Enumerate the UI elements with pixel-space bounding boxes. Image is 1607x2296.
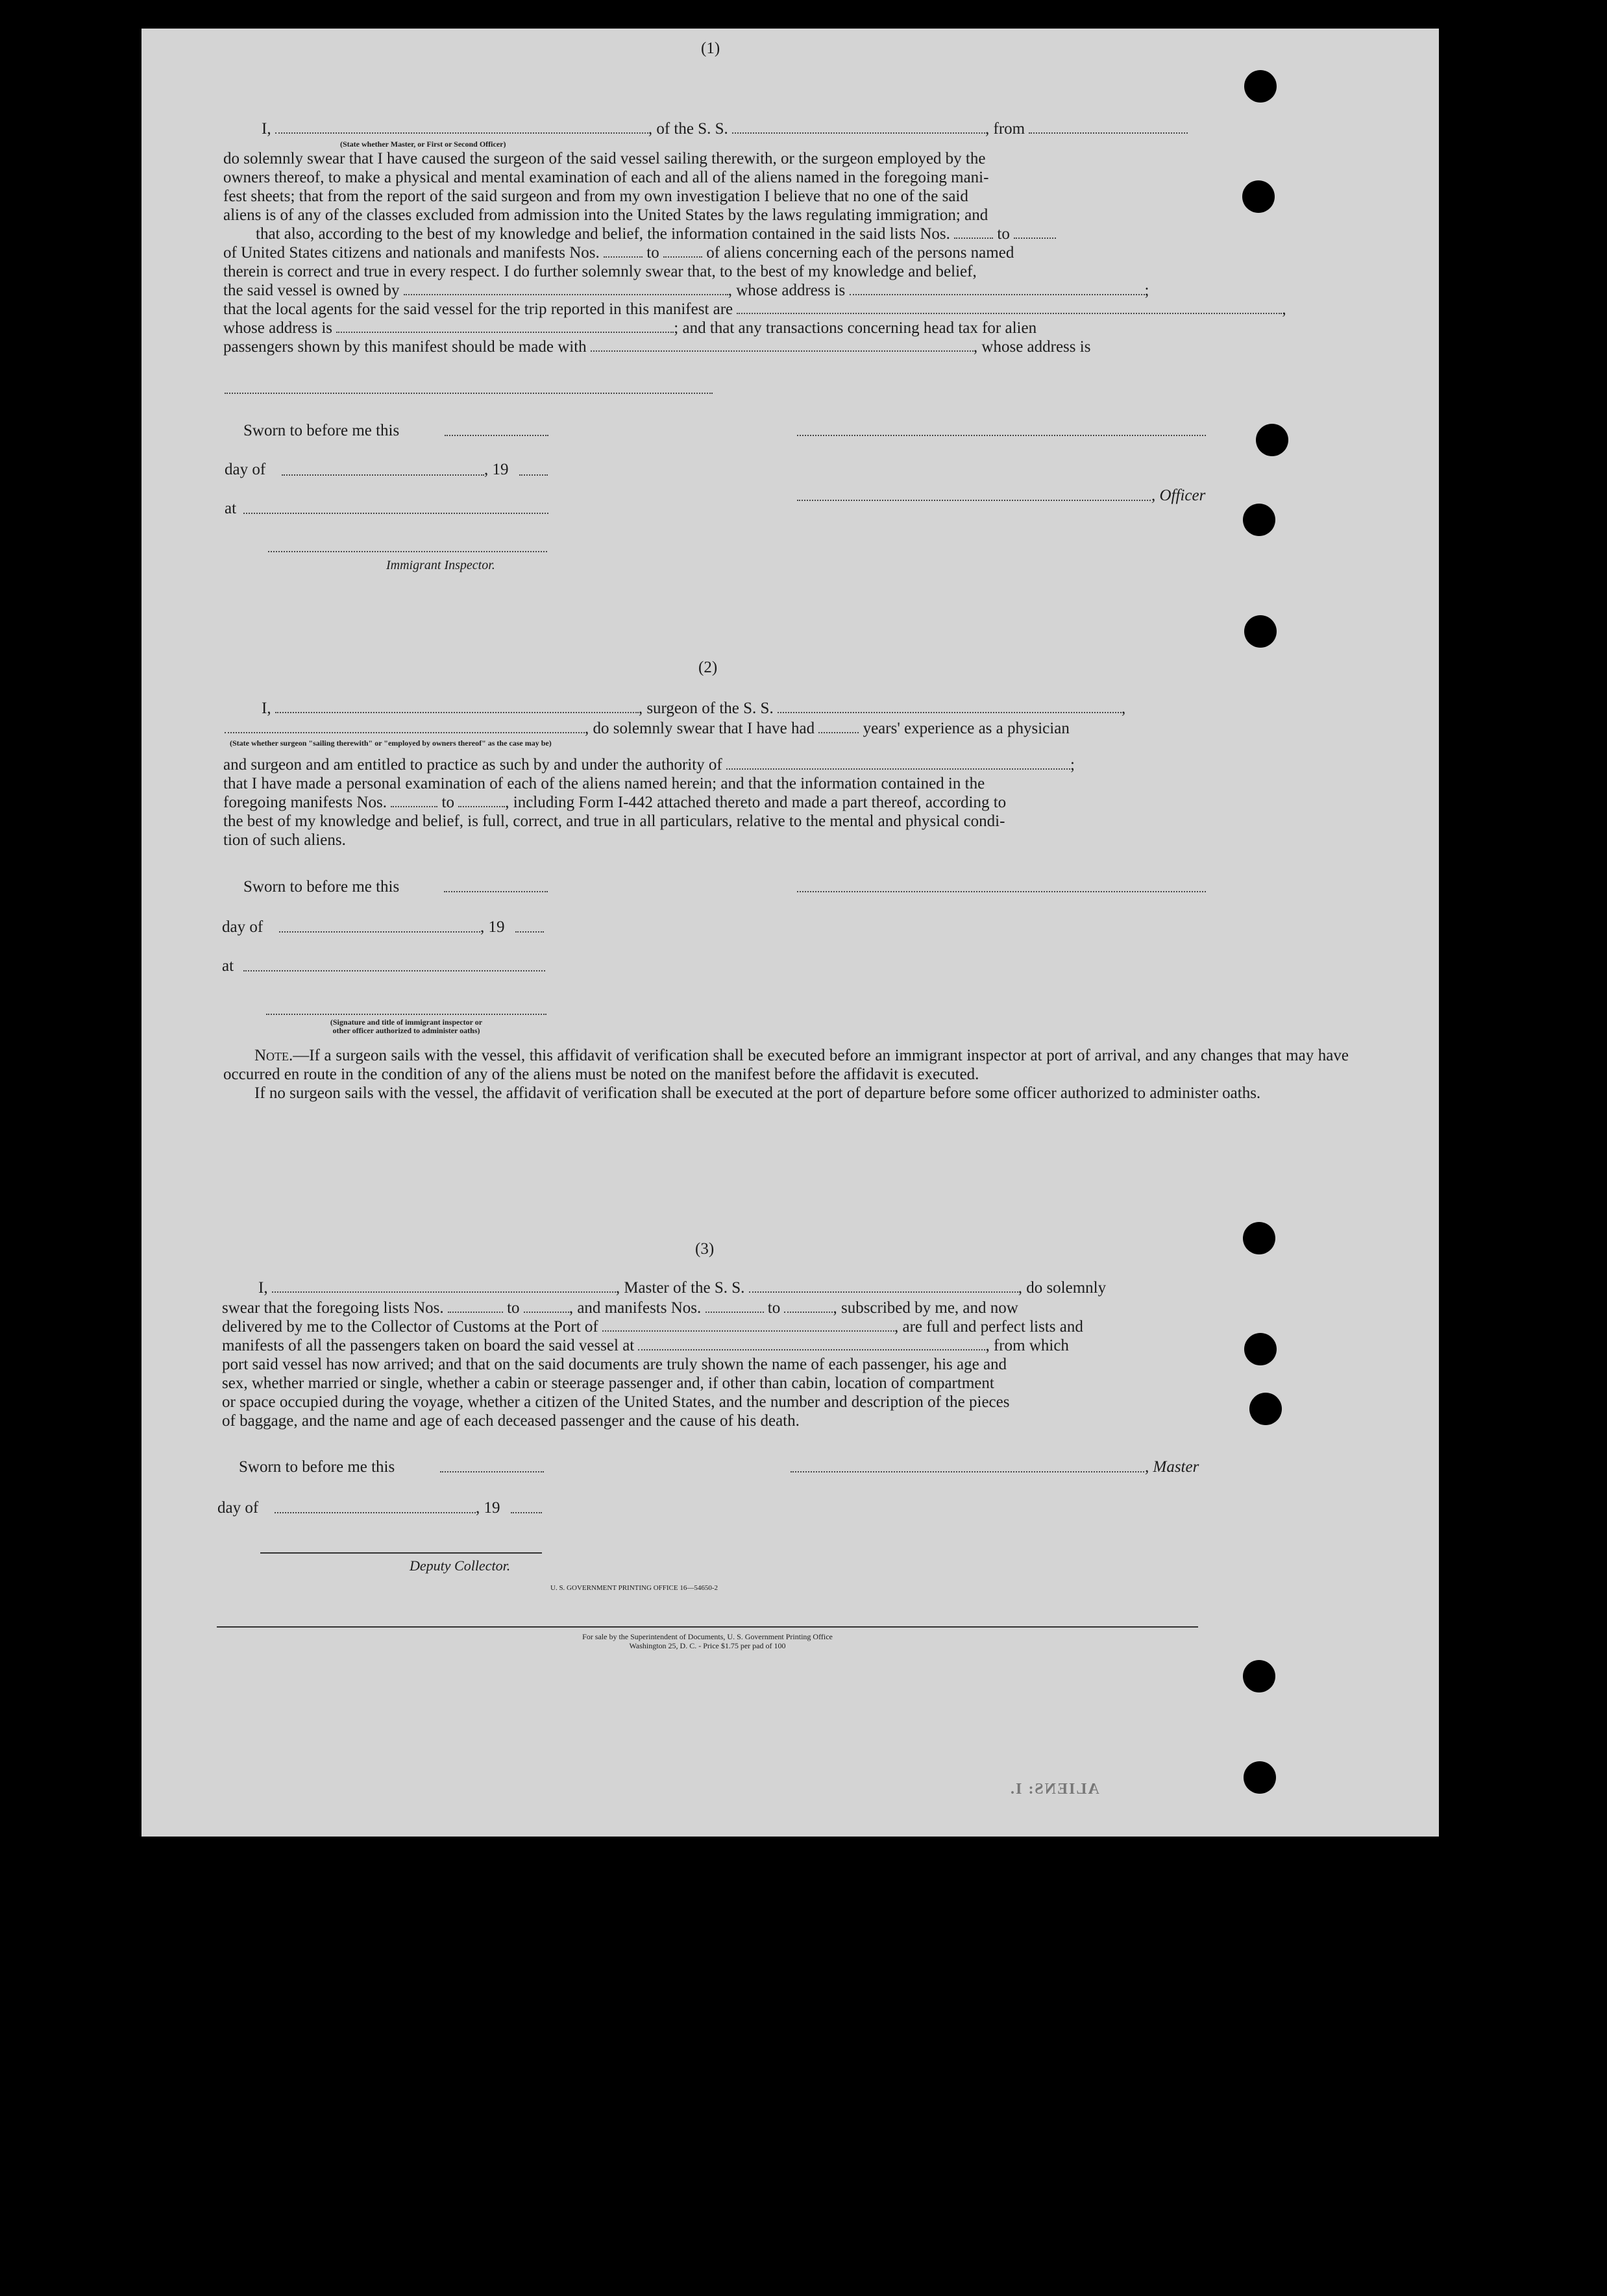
owner-field[interactable] [404,281,728,295]
body-line: aliens is of any of the classes excluded from admission into the United States by the laws regulating immigration; and [223,206,988,224]
signature-note-1: (Signature and title of immigrant inspector or [330,1018,483,1027]
owner-address-field[interactable] [850,281,1145,295]
month-field-3[interactable] [275,1512,476,1513]
section-1-number: (1) [701,40,720,57]
body-line: fest sheets; that from the report of the said surgeon and from my own investigation I believe that no one of the said [223,188,968,205]
officer-note: (State whether Master, or First or Second Officer) [340,140,506,149]
head-tax-address-line[interactable] [225,393,713,394]
years-field[interactable] [818,719,859,733]
from-label: , from [985,120,1025,138]
officer-title-line[interactable] [797,500,1151,501]
day-of-label-2: day of [222,918,264,936]
agents-address-field[interactable] [336,319,674,333]
month-field-2[interactable] [279,931,480,933]
section-3-number: (3) [695,1240,715,1258]
inspector-signature-line[interactable] [268,551,547,552]
punch-hole [1243,1660,1275,1692]
body-line: do solemnly swear that I have caused the surgeon of the said vessel sailing therewith, or the surgeon employed by the [223,150,986,167]
lists-from-field[interactable] [954,225,993,239]
gpo-imprint: U. S. GOVERNMENT PRINTING OFFICE 16—54650-2 [550,1584,718,1592]
master-label: , Master [1145,1458,1199,1476]
surgeon-manifest-from-field[interactable] [391,793,437,807]
place-field-1[interactable] [243,513,548,514]
master-vessel-field[interactable] [749,1278,1018,1293]
note-label: Note. [254,1047,293,1064]
body-line: of United States citizens and nationals and manifests Nos. to of aliens concerning each of the persons named [223,244,1014,262]
year-label-1: , 19 [484,461,509,478]
note-paragraph: Note.—If a surgeon sails with the vessel, this affidavit of verification shall be executed before an immigrant inspector at port of arrival, and any changes that may have occurred en route in the condition of any of the aliens must be noted on the manifest before the affidavit is executed. If no surgeon sails with the vessel, the affidavit of verification shall be executed at the port of departure before some officer authorized to administer oaths. [223,1047,1349,1102]
from-port-field[interactable] [1029,119,1188,134]
section-1-body [223,149,1349,356]
i-label: I, [262,120,271,138]
signature-note-2: other officer authorized to administer oaths) [332,1026,480,1035]
section-1-oath-line [262,119,1352,139]
section-3-body: swear that the foregoing lists Nos. to , and manifests Nos. to , subscribed by me, and now delivered by me to the Collector of Customs at the Port of , are full and perfect lists and manifests of all the passengers taken on board the said vessel at , from which port said vessel has now arrived; and that on the said documents are truly shown the name of each passenger, his age and sex, whether married or single, whether a cabin or steerage passenger and, if other than cabin, location of compartment or space occupied during the voyage, whether a citizen of the United States, and the number and description of the pieces of baggage, and the name and age of each deceased passenger and the cause of his death. [222,1299,1083,1430]
manifests-to-field[interactable] [663,243,702,258]
head-tax-agent-field[interactable] [591,337,974,352]
body-line: that also, according to the best of my knowledge and belief, the information contained in the said lists Nos. to [223,225,1349,243]
punch-hole [1243,504,1275,536]
year-field-2[interactable] [515,931,544,933]
master-lists-from-field[interactable] [448,1299,503,1313]
master-manifests-to-field[interactable] [784,1299,833,1313]
punch-hole [1256,424,1288,456]
year-label-2: , 19 [480,918,505,936]
at-label-1: at [225,500,237,517]
sworn-day-field-2[interactable] [444,891,548,892]
local-agents-field[interactable] [737,300,1282,314]
punch-hole [1244,1761,1276,1794]
footer-rule [217,1626,1198,1628]
surgeon-note: (State whether surgeon "sailing therewith" or "employed by owners thereof" as the case may be) [230,739,552,748]
place-field-2[interactable] [243,970,545,971]
body-line: passengers shown by this manifest should be made with , whose address is [223,338,1091,356]
master-signature-line[interactable] [791,1471,1144,1472]
lists-to-field[interactable] [1014,225,1056,239]
authority-field[interactable] [726,755,1070,770]
body-line: therein is correct and true in every respect. I do further solemnly swear that, to the best of my knowledge and belief, [223,263,977,280]
punch-hole [1242,180,1275,213]
surgeon-line: I, , surgeon of the S. S. , [262,700,1126,717]
surgeon-signature-line[interactable] [797,891,1206,892]
day-of-label-1: day of [225,461,266,478]
master-lists-to-field[interactable] [524,1299,569,1313]
body-line: the said vessel is owned by , whose address is ; [223,282,1149,299]
master-name-field[interactable] [272,1278,616,1293]
year-label-3: , 19 [476,1499,500,1517]
year-field-1[interactable] [519,474,548,476]
boarding-port-field[interactable] [638,1336,985,1350]
punch-hole [1244,615,1277,648]
deputy-label: Deputy Collector. [410,1557,511,1574]
official-signature-line[interactable] [266,1014,546,1015]
month-field-1[interactable] [282,474,484,476]
form-page [141,29,1439,1837]
at-label-2: at [222,957,234,975]
officer-label: , Officer [1151,487,1206,504]
manifests-from-field[interactable] [604,243,643,258]
body-line: whose address is ; and that any transactions concerning head tax for alien [223,319,1037,337]
sworn-day-field-3[interactable] [440,1471,544,1472]
sworn-label-3: Sworn to before me this [239,1458,395,1476]
punch-hole [1243,1222,1275,1254]
surgeon-vessel-field[interactable] [778,699,1122,713]
surgeon-status-field[interactable] [225,719,585,733]
sworn-day-field-1[interactable] [445,435,548,436]
punch-hole [1249,1393,1282,1425]
stamp-text: ALIENS: I. [1009,1781,1099,1798]
master-line: I, , Master of the S. S. , do solemnly [258,1279,1107,1297]
surgeon-line-2: , do solemnly swear that I have had years' experience as a physician [225,719,1070,739]
sale-line-1: For sale by the Superintendent of Documents, U. S. Government Printing Office [582,1632,833,1641]
sworn-label-2: Sworn to before me this [243,878,400,896]
vessel-name-field[interactable] [732,119,985,134]
surgeon-name-field[interactable] [275,699,639,713]
officer-signature-line[interactable] [797,435,1206,436]
section-2-number: (2) [698,659,718,676]
sworn-label-1: Sworn to before me this [243,422,400,439]
sale-line-2: Washington 25, D. C. - Price $1.75 per pad of 100 [629,1641,786,1650]
section-2-body: and surgeon and am entitled to practice as such by and under the authority of ; that I have made a personal examination of each of the aliens named herein; and that the information contained in the foregoing manifests Nos. to , including Form I-442 attached thereto and made a part thereof, according to the best of my knowledge and belief, is full, correct, and true in all particulars, relative to the mental and physical condi- tion of such aliens. [223,756,1075,849]
punch-hole [1244,70,1277,103]
body-line: owners thereof, to make a physical and mental examination of each and all of the aliens named in the foregoing mani- [223,169,989,186]
inspector-label: Immigrant Inspector. [386,558,495,572]
deputy-signature-line[interactable] [260,1552,542,1554]
body-line: that the local agents for the said vessel for the trip reported in this manifest are , [223,300,1286,318]
master-manifests-from-field[interactable] [705,1299,764,1313]
of-ss-label: , of the S. S. [648,120,728,138]
year-field-3[interactable] [511,1512,542,1513]
port-field[interactable] [602,1317,894,1332]
punch-hole [1244,1333,1277,1365]
day-of-label-3: day of [217,1499,259,1517]
surgeon-manifest-to-field[interactable] [458,793,505,807]
officer-name-field[interactable] [275,119,648,134]
